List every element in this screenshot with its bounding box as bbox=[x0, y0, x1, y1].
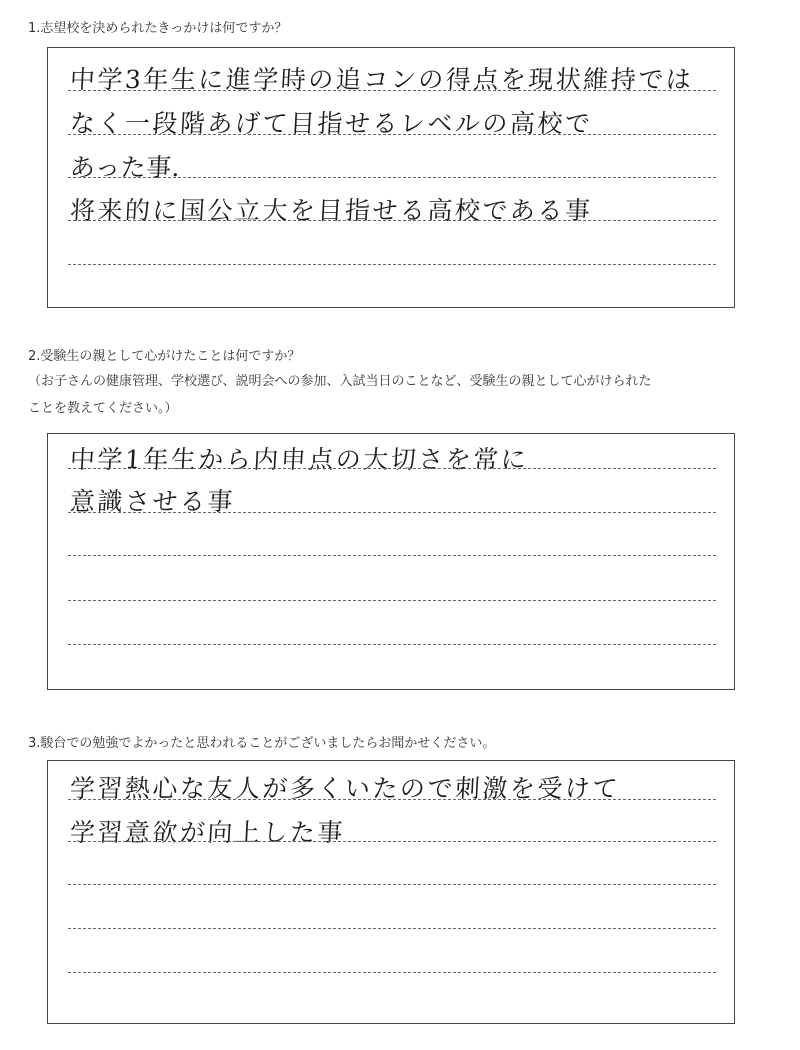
answer-3-line-2: 学習意欲が向上した事 bbox=[69, 818, 346, 847]
question-2-subtitle-line-2: ことを教えてください。） bbox=[28, 401, 178, 416]
answer-2-line-2: 意識させる事 bbox=[69, 487, 236, 516]
answer-2-line-1: 中学1年生から内申点の大切さを常に bbox=[69, 445, 530, 474]
ruled-line bbox=[68, 468, 716, 469]
answer-1-line-2: なく一段階あげて目指せるレベルの高校で bbox=[69, 109, 594, 138]
ruled-line bbox=[68, 177, 716, 178]
ruled-line bbox=[68, 928, 716, 929]
ruled-line bbox=[68, 841, 716, 842]
answer-box-1 bbox=[47, 47, 735, 308]
answer-1-line-1: 中学3年生に進学時の追コンの得点を現状維持では bbox=[69, 65, 695, 94]
answer-box-3 bbox=[47, 760, 735, 1024]
answer-1-line-3: あった事. bbox=[69, 153, 181, 182]
question-2-subtitle-line-1: （お子さんの健康管理、学校選び、説明会への参加、入試当日のことなど、受験生の親として心がけられた bbox=[28, 374, 652, 389]
answer-1-line-4: 将来的に国公立大を目指せる高校である事 bbox=[69, 196, 594, 225]
question-3-title: 3.駿台での勉強でよかったと思われることがございましたらお聞かせください。 bbox=[28, 736, 496, 751]
ruled-line bbox=[68, 512, 716, 513]
ruled-line bbox=[68, 884, 716, 885]
ruled-line bbox=[68, 134, 716, 135]
answer-box-2 bbox=[47, 433, 735, 690]
ruled-line bbox=[68, 799, 716, 800]
question-1-title: 1.志望校を決められたきっかけは何ですか？ bbox=[28, 21, 288, 36]
answer-3-line-1: 学習熱心な友人が多くいたので刺激を受けて bbox=[69, 774, 621, 803]
ruled-line bbox=[68, 220, 716, 221]
ruled-line bbox=[68, 644, 716, 645]
ruled-line bbox=[68, 972, 716, 973]
ruled-line bbox=[68, 90, 716, 91]
ruled-line bbox=[68, 600, 716, 601]
ruled-line bbox=[68, 264, 716, 265]
ruled-line bbox=[68, 555, 716, 556]
question-2-title: 2.受験生の親として心がけたことは何ですか？ bbox=[28, 349, 301, 364]
